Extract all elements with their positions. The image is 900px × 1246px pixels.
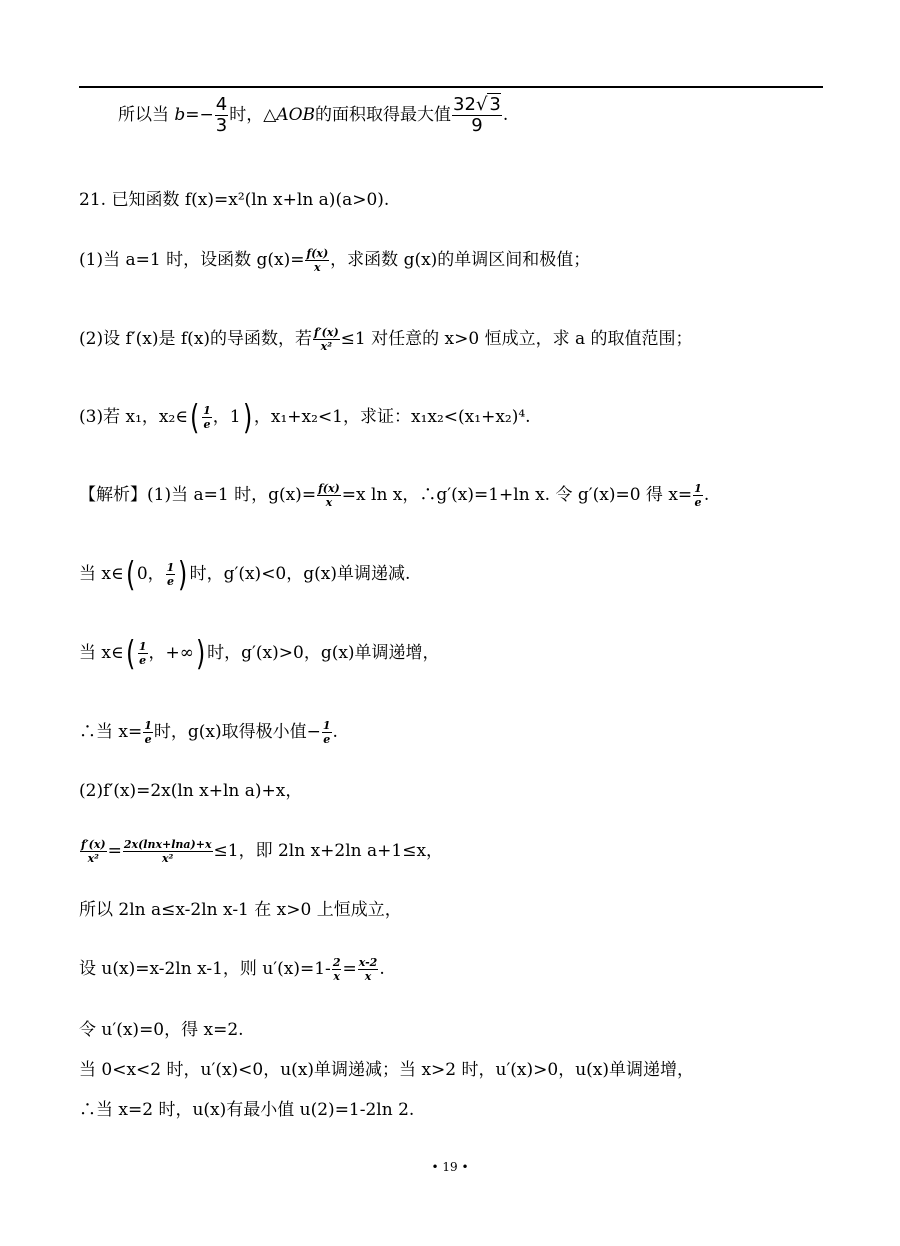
page-number: • 19 • bbox=[431, 1160, 469, 1174]
fraction-one-over-e: $\frac{1}{e}$ bbox=[322, 719, 331, 746]
fraction-one-over-e: $\frac{1}{e}$ bbox=[144, 719, 152, 746]
fraction-max-area: $\frac{32√ 3}{9}$ bbox=[453, 94, 501, 136]
solution-line-6: $\frac{f'(x)}{\text{x²}}$ = $\frac{2x(\ln x+\ln a)+x}{\text{x²}}$ ≤1，即 2ln x+2ln a+1≤x， bbox=[81, 838, 444, 865]
fraction-one-over-e: $\frac{1}{e}$ bbox=[166, 561, 175, 588]
fraction-one-over-e: $\frac{1}{e}$ bbox=[694, 482, 702, 509]
fraction-one-over-e: $\frac{1}{e}$ bbox=[203, 404, 211, 431]
fraction-derivative-expression: $\frac{2x(\ln x+\ln a)+x}{\text{x²}}$ bbox=[123, 838, 212, 865]
problem-part-1: (1)当 a=1 时，设函数 g(x)= $\frac{f(x)}{x}$ ，求函数 g(x)的单调区间和极值； bbox=[79, 247, 591, 274]
fraction-two-over-x: $\frac{2}{x}$ bbox=[332, 956, 341, 983]
fraction-one-over-e: $\frac{1}{e}$ bbox=[138, 640, 147, 667]
fraction-minus-four-thirds: $\frac{4}{3}$ bbox=[215, 94, 228, 136]
solution-line-11: ∴当 x=2 时，u(x)有最小值 u(2)=1-2ln 2. bbox=[79, 1100, 415, 1120]
problem-part-3: (3)若 x₁，x₂∈( $\frac{1}{e}$ ，1) ，x₁+x₂<1，求证：x₁x₂<(x₁+x₂)⁴. bbox=[79, 397, 531, 438]
fraction-fprime-over-x2: $\frac{f'(x)}{\text{x²}}$ bbox=[314, 326, 339, 353]
solution-line-9: 令 u′(x)=0，得 x=2. bbox=[79, 1020, 244, 1040]
solution-line-3: 当 x∈( $\frac{1}{e}$ ，+∞) 时，g′(x)>0，g(x)单调递增， bbox=[79, 633, 440, 674]
fraction-fx-over-x: $\frac{f(x)}{x}$ bbox=[306, 247, 329, 274]
previous-solution-conclusion: 所以当 b=− $\frac{4}{3}$ 时，△AOB的面积取得最大值 $\frac{32√ 3}{9}$ . bbox=[118, 94, 509, 136]
solution-line-2: 当 x∈( 0， $\frac{1}{e}$ ) 时，g′(x)<0，g(x)单调递减. bbox=[79, 554, 411, 595]
solution-line-7: 所以 2ln a≤x-2ln x-1 在 x>0 上恒成立， bbox=[79, 900, 402, 920]
fraction-x-minus-2-over-x: $\frac{x-2}{x}$ bbox=[358, 956, 378, 983]
fraction-fprime-over-x2: $\frac{f'(x)}{\text{x²}}$ bbox=[81, 838, 106, 865]
solution-line-1: 【解析】(1)当 a=1 时，g(x)= $\frac{f(x)}{x}$ =x ln x，∴g′(x)=1+ln x. 令 g′(x)=0 得 x= $\frac{1}{e}$ . bbox=[79, 482, 710, 509]
solution-line-10: 当 0<x<2 时，u′(x)<0，u(x)单调递减；当 x>2 时，u′(x)>0，u(x)单调递增， bbox=[79, 1060, 695, 1080]
problem-header: 21. 已知函数 f(x)=x²(ln x+ln a)(a>0). bbox=[79, 190, 390, 210]
problem-part-2: (2)设 f′(x)是 f(x)的导函数，若 $\frac{f'(x)}{\text{x²}}$ ≤1 对任意的 x>0 恒成立，求 a 的取值范围； bbox=[79, 326, 693, 353]
solution-line-8: 设 u(x)=x-2ln x-1，则 u′(x)=1- $\frac{2}{x}$ = $\frac{x-2}{x}$ . bbox=[79, 956, 385, 983]
fraction-fx-over-x: $\frac{f(x)}{x}$ bbox=[318, 482, 340, 509]
header-rule bbox=[79, 86, 823, 88]
solution-line-5: (2)f′(x)=2x(ln x+ln a)+x， bbox=[79, 781, 303, 801]
solution-line-4: ∴当 x= $\frac{1}{e}$ 时，g(x)取得极小值− $\frac{1}{e}$ . bbox=[79, 719, 338, 746]
